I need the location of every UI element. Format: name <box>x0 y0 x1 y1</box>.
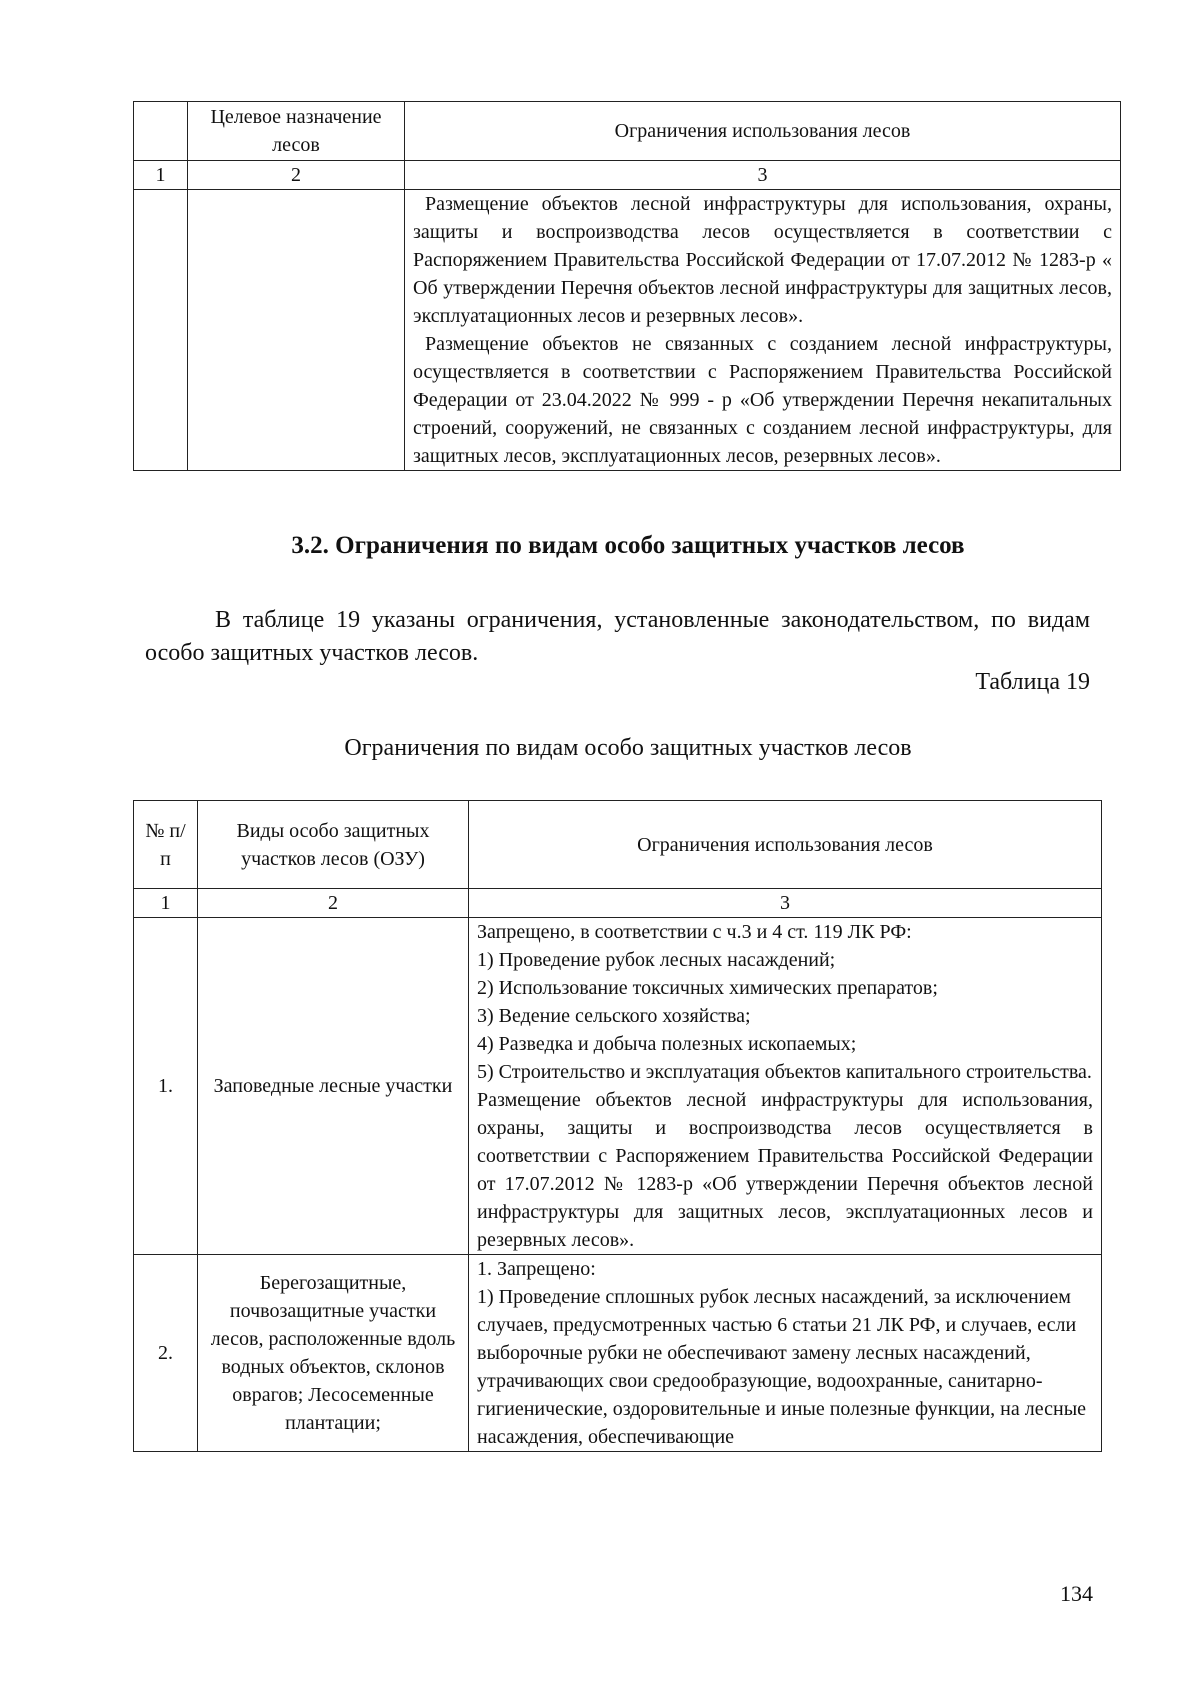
row-number-cell: 1. <box>134 918 198 1255</box>
row-number-cell: 2. <box>134 1255 198 1452</box>
column-number-2: 2 <box>188 161 405 190</box>
restriction-line: Запрещено, в соответствии с ч.3 и 4 ст. 119 ЛК РФ: <box>477 921 912 943</box>
restriction-line: 1) Проведение рубок лесных насаждений; <box>477 949 836 971</box>
header-cell-restrictions: Ограничения использования лесов <box>405 102 1121 161</box>
table-row <box>134 918 1102 1255</box>
column-number-3: 3 <box>469 889 1102 918</box>
restriction-paragraph: Размещение объектов лесной инфраструктуры для использования, охраны, защиты и воспроизводства лесов осуществляется в соответствии с Распоряжением Правительства Российской Федерации от 17.07.2012 № 1283-р « Об утверждении Перечня объектов лесной инфраструктуры для защитных лесов, эксплуатационных лесов и резервных лесов». <box>413 193 1112 327</box>
column-number-row <box>134 889 1102 918</box>
table-header-row <box>134 801 1102 889</box>
table-row <box>134 190 1121 471</box>
row-restrictions-cell <box>405 190 1121 471</box>
row-number-cell <box>134 190 188 471</box>
row-area-type-cell: Берегозащитные, почвозащитные участки лесов, расположенные вдоль водных объектов, склонов оврагов; Лесосеменные плантации; <box>198 1255 469 1452</box>
column-number-2: 2 <box>198 889 469 918</box>
row-restrictions-cell <box>469 918 1102 1255</box>
section-heading: 3.2. Ограничения по видам особо защитных участков лесов <box>291 532 965 559</box>
restriction-line: 3) Ведение сельского хозяйства; <box>477 1005 751 1027</box>
restriction-line: 5) Строительство и эксплуатация объектов капитального строительства. <box>477 1061 1092 1083</box>
page-number: 134 <box>1060 1581 1093 1606</box>
header-cell-number: № п/п <box>134 801 198 889</box>
table-number: Таблица 19 <box>975 669 1090 695</box>
row-restrictions-cell <box>469 1255 1102 1452</box>
header-cell-area-type: Виды особо защитных участков лесов (ОЗУ) <box>198 801 469 889</box>
column-number-3: 3 <box>405 161 1121 190</box>
header-cell-restrictions: Ограничения использования лесов <box>469 801 1102 889</box>
restriction-line: 1. Запрещено: <box>477 1258 596 1280</box>
column-number-row <box>134 161 1121 190</box>
row-area-type-cell: Заповедные лесные участки <box>198 918 469 1255</box>
restriction-line: 1) Проведение сплошных рубок лесных насаждений, за исключением случаев, предусмотренных частью 6 статьи 21 ЛК РФ, и случаев, если выборочные рубки не обеспечивают замену лесных насаждений, утрачивающих свои средообразующие, водоохранные, санитарно-гигиенические, оздоровительные и иные полезные функции, на лесные насаждения, обеспечивающие <box>477 1286 1087 1448</box>
restriction-paragraph: Размещение объектов лесной инфраструктуры для использования, охраны, защиты и воспроизводства лесов осуществляется в соответствии с Распоряжением Правительства Российской Федерации от 17.07.2012 № 1283-р «Об утверждении Перечня объектов лесной инфраструктуры для защитных лесов, эксплуатационных лесов и резервных лесов». <box>477 1089 1093 1251</box>
table-caption: Ограничения по видам особо защитных участков лесов <box>344 735 912 761</box>
forest-purpose-restrictions-table <box>133 101 1121 471</box>
table-header-row <box>134 102 1121 161</box>
restriction-line: 4) Разведка и добыча полезных ископаемых; <box>477 1033 857 1055</box>
header-cell-purpose: Целевое назначение лесов <box>188 102 405 161</box>
header-cell-number <box>134 102 188 161</box>
column-number-1: 1 <box>134 889 198 918</box>
restriction-paragraph: Размещение объектов не связанных с созданием лесной инфраструктуры, осуществляется в соответствии с Распоряжением Правительства Российской Федерации от 23.04.2022 № 999 - р «Об утверждении Перечня некапитальных строений, сооружений, не связанных с созданием лесной инфраструктуры, для защитных лесов, эксплуатационных лесов, резервных лесов». <box>413 333 1112 467</box>
restriction-line: 2) Использование токсичных химических препаратов; <box>477 977 938 999</box>
table-row <box>134 1255 1102 1452</box>
column-number-1: 1 <box>134 161 188 190</box>
row-purpose-cell <box>188 190 405 471</box>
protective-areas-restrictions-table <box>133 800 1102 1452</box>
intro-paragraph: В таблице 19 указаны ограничения, установленные законодательством, по видам особо защитных участков лесов. <box>145 607 1090 666</box>
